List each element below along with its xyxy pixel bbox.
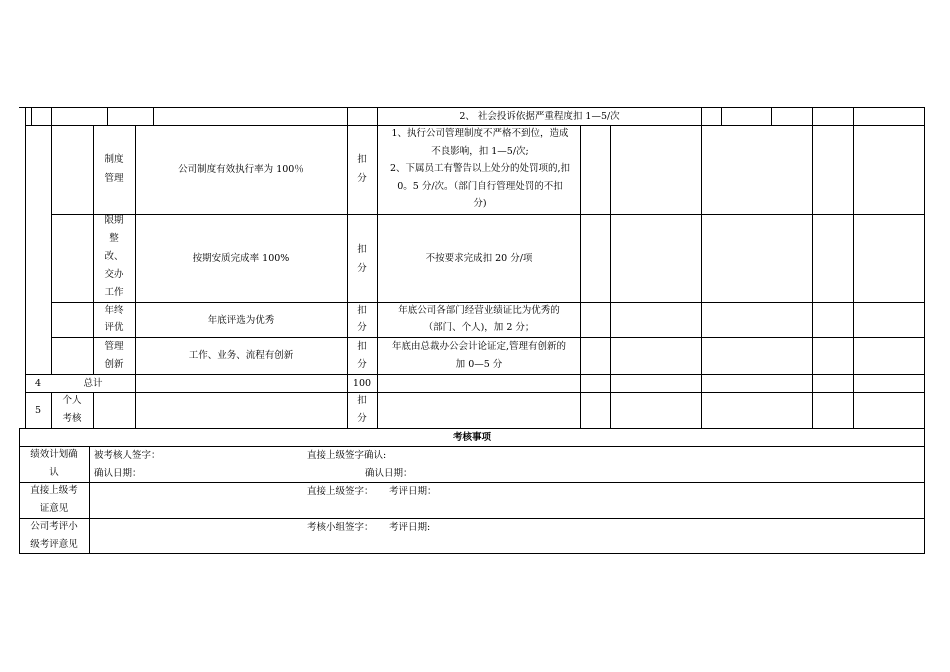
review-date-label: 考评日期： — [389, 486, 437, 497]
total-score: 100 — [352, 378, 372, 389]
method-text: 扣 分 — [357, 154, 367, 184]
employee-sign-label: 被考核人签字： — [94, 450, 161, 461]
method-text: 扣 分 — [357, 341, 367, 370]
standard-text: 工作、业务、流程有创新 — [188, 350, 294, 361]
item-name: 管理 创新 — [104, 341, 124, 370]
top-row-text: 2、 社会投诉依据严重程度扣 1—5/次 — [459, 111, 620, 122]
committee-opinion-label: 公司考评小 级考评意见 — [30, 521, 78, 550]
method-text: 扣 分 — [357, 305, 367, 333]
method-text: 扣 分 — [357, 244, 367, 274]
review-date-label-2: 考评日期: — [389, 522, 431, 533]
personal-number: 5 — [34, 405, 42, 416]
rule-text: 1、执行公司管理制度不严格不到位，造成 不良影响，扣 1—5/次; 2、下属员工有警告以上处分的处罚项的,扣 0。5 分/次。（部门自行管理处罚的不扣 分) — [389, 128, 571, 209]
personal-label: 个人 考核 — [62, 395, 82, 424]
rule-text: 年底公司各部门经营业绩证比为优秀的 （部门、个人)，加 2 分； — [398, 305, 560, 333]
item-name: 制度 管理 — [104, 154, 124, 184]
superior-sign-label: 直接上级签字： — [307, 486, 374, 497]
confirm-date-label: 确认日期： — [94, 468, 142, 479]
total-label: 总计 — [83, 378, 103, 389]
total-number: 4 — [34, 378, 42, 389]
standard-text: 公司制度有效执行率为 100％ — [178, 164, 304, 175]
item-name: 限期 整 改、 交办 工作 — [104, 215, 124, 298]
superior-opinion-label: 直接上级考 证意见 — [30, 485, 78, 514]
standard-text: 年底评选为优秀 — [207, 315, 275, 326]
rule-text: 年底由总裁办公会计论证定,管理有创新的 加 0—5 分 — [391, 341, 567, 370]
footer-header: 考核事项 — [452, 432, 491, 443]
superior-sign-confirm-label: 直接上级签字确认: — [307, 450, 387, 461]
personal-method: 扣 分 — [357, 395, 367, 424]
standard-text: 按期安质完成率 100% — [192, 253, 290, 264]
confirm-date-label-2: 确认日期： — [365, 468, 413, 479]
item-name: 年终 评优 — [104, 305, 124, 333]
committee-sign-label: 考核小组签字： — [307, 522, 374, 533]
rule-text: 不按要求完成扣 20 分/项 — [425, 253, 533, 264]
plan-confirm-label: 绩效计划确 认 — [30, 449, 78, 478]
